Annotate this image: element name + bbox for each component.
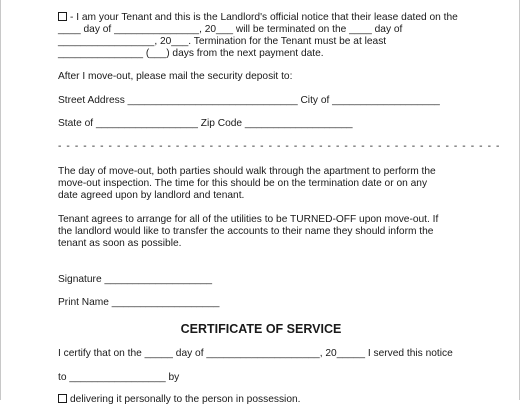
utilities-line-1: Tenant agrees to arrange for all of the utilities to be TURNED-OFF upon move-out. If: [58, 214, 439, 225]
utilities-line-3: tenant as soon as possible.: [58, 238, 182, 249]
notice-line-1: - I am your Tenant and this is the Landlord's official notice that their lease dated on the: [58, 12, 458, 24]
signature-field[interactable]: Signature ___________________: [58, 274, 213, 285]
street-address-field[interactable]: Street Address ______________________________ City of ___________________: [58, 95, 440, 106]
notice-line-2: ____ day of _______________, 20___ will be terminated on the ____ day of: [58, 24, 403, 35]
notice-line-3: _________________, 20___. Termination for the Tenant must be at least: [58, 36, 387, 47]
notice-line-4: _______________ (___) days from the next payment date.: [58, 48, 324, 59]
dashed-divider: - - - - - - - - - - - - - - - - - - - - - - - - - - - - - - - - - - - - - - - - - - - - - - - - - - - - -: [58, 141, 501, 152]
moveout-line-2: move-out inspection. The time for this should be on the termination date or on any: [58, 178, 428, 189]
state-zip-field[interactable]: State of __________________ Zip Code ___________________: [58, 118, 353, 129]
notice-checkbox[interactable]: [58, 12, 67, 21]
moveout-line-1: The day of move-out, both parties should walk through the apartment to perform the: [58, 166, 436, 177]
certificate-line-3: delivering it personally to the person in possession.: [58, 394, 300, 406]
certificate-heading: CERTIFICATE OF SERVICE: [180, 322, 342, 336]
certificate-line-1[interactable]: I certify that on the _____ day of ____________________, 20_____ I served this notice: [58, 348, 453, 359]
deposit-intro: After I move-out, please mail the security deposit to:: [58, 71, 293, 82]
moveout-line-3: date agreed upon by landlord and tenant.: [58, 190, 245, 201]
certificate-line-2[interactable]: to _________________ by: [58, 372, 180, 383]
print-name-field[interactable]: Print Name ___________________: [58, 297, 220, 308]
delivery-checkbox[interactable]: [58, 394, 67, 403]
utilities-line-2: the landlord would like to transfer the accounts to their name they should inform the: [58, 226, 434, 237]
